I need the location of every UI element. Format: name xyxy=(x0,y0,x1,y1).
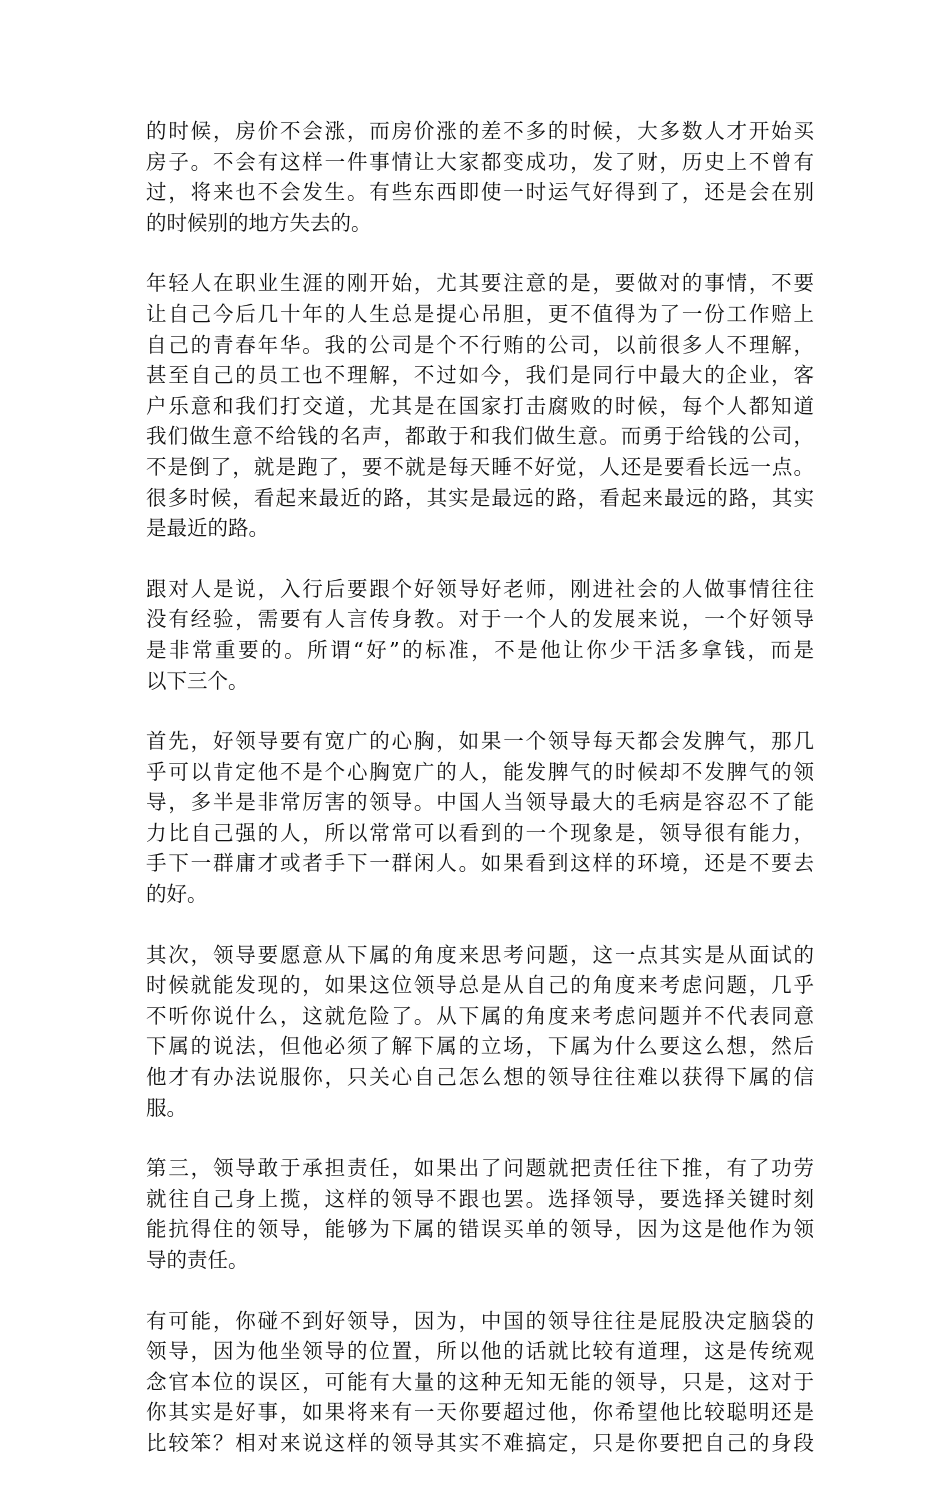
text-line: 第三，领导敢于承担责任，如果出了问题就把责任往下推，有了功劳 xyxy=(146,1156,814,1181)
paragraph xyxy=(146,1306,814,1459)
text-line: 不是倒了，就是跑了，要不就是每天睡不好觉，人还是要看长远一点。 xyxy=(146,454,814,479)
text-line: 的时候，房价不会涨，而房价涨的差不多的时候，大多数人才开始买 xyxy=(146,119,814,143)
text-line: 他才有办法说服你，只关心自己怎么想的领导往往难以获得下属的信 xyxy=(146,1065,814,1090)
text-line: 导的责任。 xyxy=(146,1248,249,1272)
text-line: 有可能，你碰不到好领导，因为，中国的领导往往是屁股决定脑袋的 xyxy=(146,1308,814,1333)
text-line: 是非常重要的。所谓“好”的标准，不是他让你少干活多拿钱，而是 xyxy=(146,637,814,662)
text-line: 我们做生意不给钱的名声，都敢于和我们做生意。而勇于给钱的公司， xyxy=(146,424,814,449)
paragraph xyxy=(146,1153,814,1275)
text-line: 以下三个。 xyxy=(146,668,249,693)
document-body xyxy=(146,116,814,1489)
text-line: 能抗得住的领导，能够为下属的错误买单的领导，因为这是他作为领 xyxy=(146,1217,814,1242)
text-line: 的时候别的地方失去的。 xyxy=(146,210,372,235)
text-line: 力比自己强的人，所以常常可以看到的一个现象是，领导很有能力， xyxy=(146,820,814,845)
text-line: 下属的说法，但他必须了解下属的立场，下属为什么要这么想，然后 xyxy=(146,1034,814,1059)
text-line: 领导，因为他坐领导的位置，所以他的话就比较有道理，这是传统观 xyxy=(146,1339,814,1364)
text-line: 服。 xyxy=(146,1095,187,1120)
text-line: 导，多半是非常厉害的领导。中国人当领导最大的毛病是容忍不了能 xyxy=(146,790,814,815)
text-line: 房子。不会有这样一件事情让大家都变成功，发了财，历史上不曾有 xyxy=(146,149,814,174)
text-line: 乎可以肯定他不是个心胸宽广的人，能发脾气的时候却不发脾气的领 xyxy=(146,759,814,784)
text-line: 很多时候，看起来最近的路，其实是最远的路，看起来最远的路，其实 xyxy=(146,485,814,510)
text-line: 是最近的路。 xyxy=(146,516,269,541)
paragraph xyxy=(146,268,814,543)
text-line: 跟对人是说，入行后要跟个好领导好老师，刚进社会的人做事情往往 xyxy=(146,576,814,601)
text-line: 自己的青春年华。我的公司是个不行贿的公司，以前很多人不理解， xyxy=(146,332,814,357)
text-line: 念官本位的误区，可能有大量的这种无知无能的领导，只是，这对于 xyxy=(146,1369,814,1394)
text-line: 没有经验，需要有人言传身教。对于一个人的发展来说，一个好领导 xyxy=(146,607,814,632)
paragraph xyxy=(146,940,814,1124)
text-line: 过，将来也不会发生。有些东西即使一时运气好得到了，还是会在别 xyxy=(146,180,814,205)
text-line: 时候就能发现的，如果这位领导总是从自己的角度来考虑问题，几乎 xyxy=(146,973,814,998)
text-line: 甚至自己的员工也不理解，不过如今，我们是同行中最大的企业，客 xyxy=(146,363,814,388)
text-line: 你其实是好事，如果将来有一天你要超过他，你希望他比较聪明还是 xyxy=(146,1400,814,1425)
paragraph xyxy=(146,726,814,910)
text-line: 的好。 xyxy=(146,882,208,907)
text-line: 让自己今后几十年的人生总是提心吊胆，更不值得为了一份工作赔上 xyxy=(146,301,814,326)
paragraph xyxy=(146,116,814,238)
text-line: 首先，好领导要有宽广的心胸，如果一个领导每天都会发脾气，那几 xyxy=(146,729,814,754)
text-line: 比较笨？相对来说这样的领导其实不难搞定，只是你要把自己的身段 xyxy=(146,1430,814,1455)
text-line: 其次，领导要愿意从下属的角度来思考问题，这一点其实是从面试的 xyxy=(146,942,814,967)
text-line: 不听你说什么，这就危险了。从下属的角度来考虑问题并不代表同意 xyxy=(146,1003,814,1028)
text-line: 户乐意和我们打交道，尤其是在国家打击腐败的时候，每个人都知道 xyxy=(146,393,814,418)
paragraph xyxy=(146,574,814,696)
text-line: 年轻人在职业生涯的刚开始，尤其要注意的是，要做对的事情，不要 xyxy=(146,271,814,296)
text-line: 手下一群庸才或者手下一群闲人。如果看到这样的环境，还是不要去 xyxy=(146,851,814,876)
text-line: 就往自己身上揽，这样的领导不跟也罢。选择领导，要选择关键时刻 xyxy=(146,1186,814,1211)
